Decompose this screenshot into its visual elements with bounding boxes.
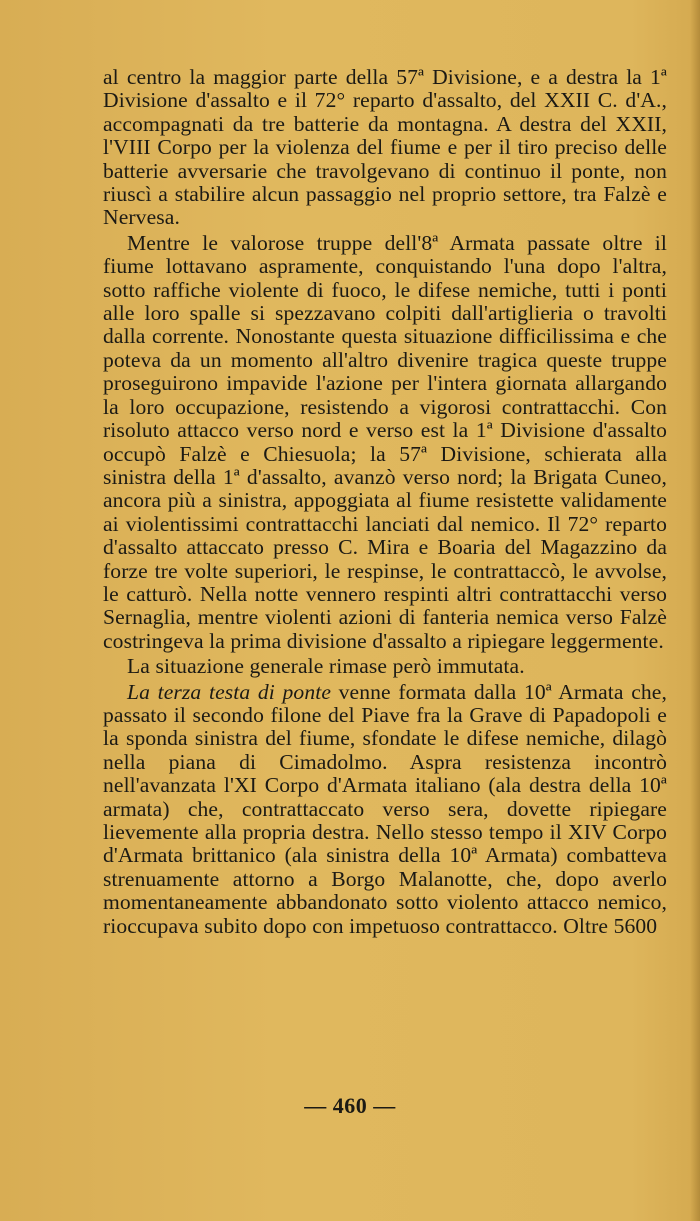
paragraph-4-text: venne formata dalla 10ª Armata che, passato il secondo filone del Piave fra la Grave di Papadopoli e la sponda sinistra del fiume, sfondate le difese nemiche, dilagò nella piana di Cimadolmo. Aspra resistenza incontrò nell'avanzata l'XI Corpo d'Armata italiano (ala destra della 10ª armata) che, contrattaccato verso sera, dovette ripiegare lievemente alla propria destra. Nello stesso tempo il XIV Corpo d'Armata brittanico (ala sinistra della 10ª Armata) combatteva strenuamente attorno a Borgo Malanotte, che, dopo averlo momentaneamente abbandonato sotto violento attacco nemico, rioccupava subito dopo con impetuoso contrattacco. Oltre 5600 (103, 679, 667, 938)
page-edge-shadow (690, 0, 700, 1221)
paragraph-1 (103, 66, 667, 230)
paragraph-2 (103, 232, 667, 653)
paragraph-4 (103, 681, 667, 938)
paragraph-3 (103, 655, 667, 678)
page-number: — 460 — (304, 1093, 396, 1118)
body-text (103, 66, 667, 938)
paragraph-3-text: La situazione generale rimase però immutata. (127, 654, 525, 679)
paragraph-1-text: al centro la maggior parte della 57ª Divisione, e a destra la 1ª Divisione d'assalto e il 72° reparto d'assalto, del XXII C. d'A., accompagnati da tre batterie da montagna. A destra del XXII, l'VIII Corpo per la violenza del fiume e per il tiro preciso delle batterie avversarie che travolgevano di continuo il ponte, non riuscì a stabilire alcun passaggio nel proprio settore, tra Falzè e Nervesa. (103, 65, 667, 230)
paragraph-2-text: Mentre le valorose truppe dell'8ª Armata passate oltre il fiume lottavano aspramente, conquistando l'una dopo l'altra, sotto raffiche violente di fuoco, le difese nemiche, tutti i ponti alle loro spalle si spezzavano colpiti dall'artiglieria o travolti dalla corrente. Nonostante questa situazione difficilissima e che poteva da un momento all'altro divenire tragica queste truppe proseguirono impavide l'azione per l'intera giornata allargando la loro occupazione, resistendo a vigorosi contrattacchi. Con risoluto attacco verso nord e verso est la 1ª Divisione d'assalto occupò Falzè e Chiesuola; la 57ª Divisione, schierata alla sinistra della 1ª d'assalto, avanzò verso nord; la Brigata Cuneo, ancora più a sinistra, appoggiata al fiume resistette validamente ai violentissimi contrattacchi lanciati dal nemico. Il 72° reparto d'assalto attaccato presso C. Mira e Boaria del Magazzino da forze tre volte superiori, le respinse, le contrattaccò, le avvolse, le catturò. Nella notte vennero respinti altri contrattacchi verso Sernaglia, mentre violenti azioni di fanteria nemica verso Falzè costringeva la prima divisione d'assalto a ripiegare leggermente. (103, 230, 667, 653)
paragraph-4-italic-lead: La terza testa di ponte (127, 679, 332, 704)
